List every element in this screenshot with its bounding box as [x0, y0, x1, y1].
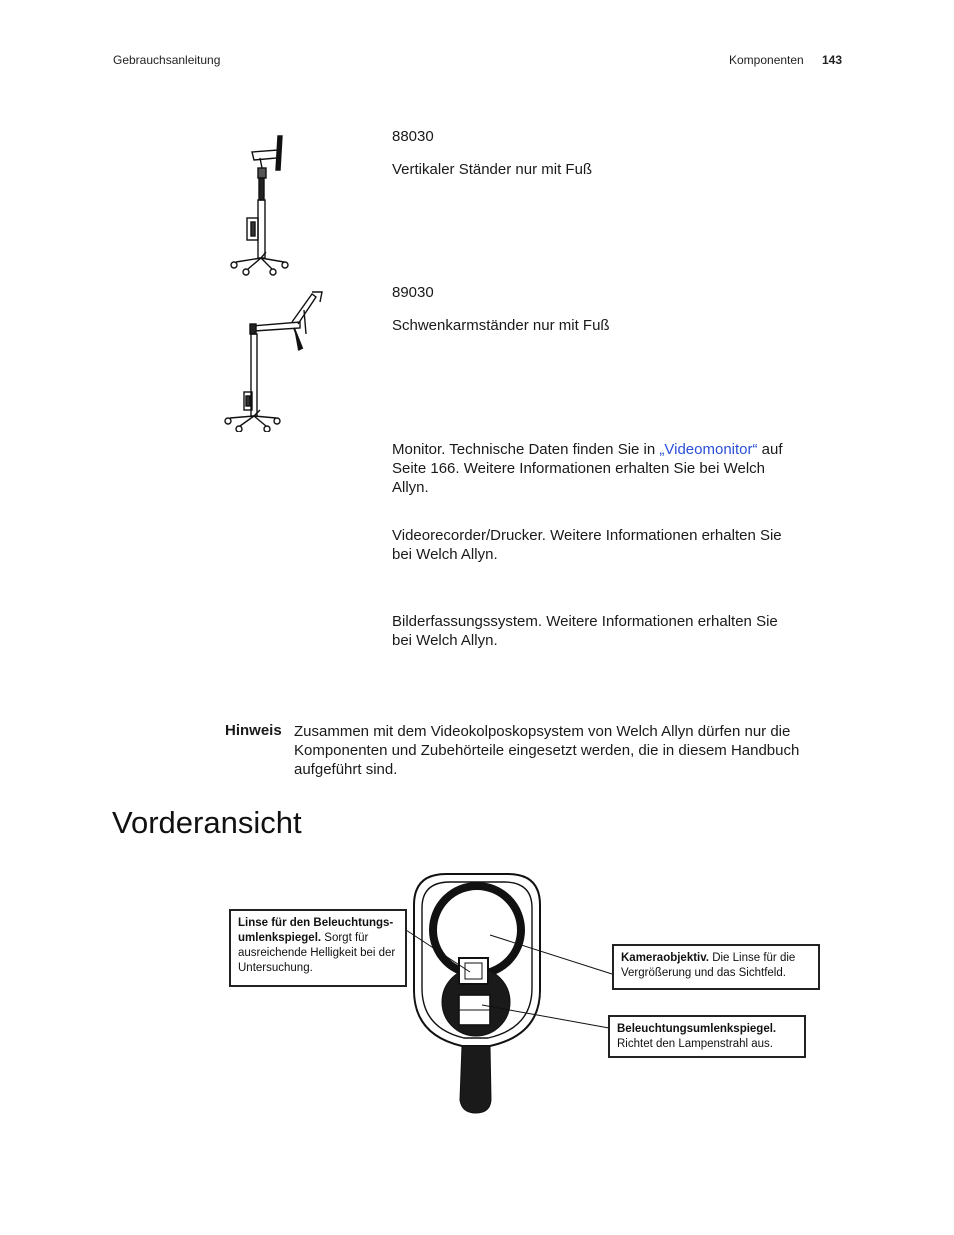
note-label: Hinweis: [225, 722, 282, 739]
section-title: Vorderansicht: [112, 805, 302, 840]
callout-lens-mirror: Linse für den Beleuchtungs-umlenkspiegel. Sorgt für ausreichende Helligkeit bei der Untersuchung.: [229, 909, 407, 987]
running-header-section: Komponenten: [729, 53, 804, 67]
image-capture-description: Bilderfassungssystem. Weitere Informationen erhalten Sie bei Welch Allyn.: [392, 613, 778, 649]
part-description-89030: Schwenkarmständer nur mit Fuß: [392, 317, 610, 334]
callout-illumination-mirror: Beleuchtungsumlenkspiegel. Richtet den Lampenstrahl aus.: [608, 1015, 806, 1058]
part-number-88030: 88030: [392, 128, 434, 145]
note-text: Zusammen mit dem Videokolposkopsystem von Welch Allyn dürfen nur die Komponenten und Zubehörteile eingesetzt werden, die in diesem Handbuch aufgeführt sind.: [294, 723, 800, 778]
callout-camera-lens: Kameraobjektiv. Die Linse für die Vergrößerung und das Sichtfeld.: [612, 944, 820, 990]
part-number-89030: 89030: [392, 284, 434, 301]
running-header-title: Gebrauchsanleitung: [113, 53, 221, 67]
part-description-88030: Vertikaler Ständer nur mit Fuß: [392, 161, 593, 178]
videorecorder-description: Videorecorder/Drucker. Weitere Informationen erhalten Sie bei Welch Allyn.: [392, 527, 782, 563]
page-number: 143: [822, 53, 843, 67]
vertical-stand-illustration: [222, 128, 292, 276]
videomonitor-link[interactable]: „Videomonitor“: [659, 441, 758, 458]
swing-arm-stand-illustration: [222, 288, 332, 432]
monitor-description: Monitor. Technische Daten finden Sie in „Videomonitor“ auf Seite 166. Weitere Informationen erhalten Sie bei Welch Allyn.: [392, 441, 783, 496]
